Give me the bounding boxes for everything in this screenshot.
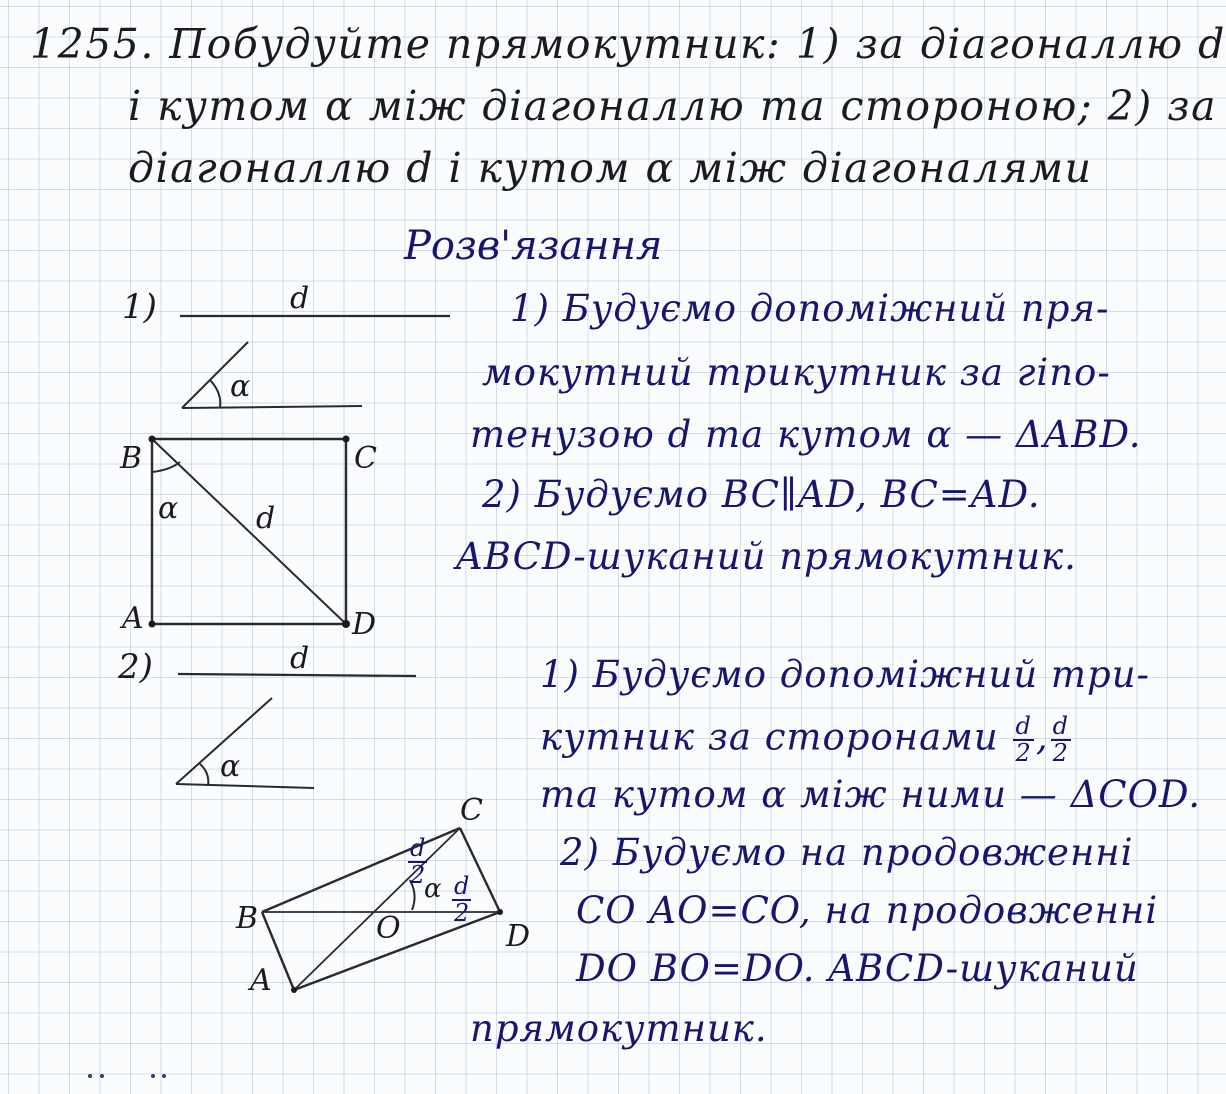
problem-text-1: Побудуйте прямокутник: 1) за діагоналлю d bbox=[169, 20, 1226, 68]
part1-diagonal-label: d bbox=[256, 501, 276, 536]
half-den-4: 2 bbox=[1052, 739, 1069, 768]
part2-angle-label: α bbox=[220, 749, 241, 784]
part2-step-line-1: 1) Будуємо допоміжний три- bbox=[540, 653, 1151, 696]
part1-step-line-4: 2) Будуємо BC∥AD, BC=AD. bbox=[482, 473, 1041, 516]
part1-step-line-1: 1) Будуємо допоміжний пря- bbox=[510, 287, 1110, 330]
part2-step-line-2-sep: , bbox=[1035, 715, 1049, 759]
part2-step-line-5: CO AO=CO, на продовженні bbox=[576, 889, 1159, 932]
vertex-B-1: B bbox=[120, 441, 143, 476]
solution-heading: Розв'язання bbox=[404, 223, 663, 269]
part2-step-line-2-text: кутник за сторонами bbox=[540, 715, 999, 759]
part2-step-line-3: та кутом α між ними — ΔCOD. bbox=[540, 773, 1202, 816]
part2-step-line-4: 2) Будуємо на продовженні bbox=[560, 831, 1134, 874]
part2-label: 2) bbox=[118, 647, 153, 687]
vertex-B-2: B bbox=[236, 901, 259, 936]
part1-step-line-3: тенузою d та кутом α — ΔABD. bbox=[470, 413, 1142, 456]
page-specks bbox=[88, 1074, 166, 1078]
part2-step-line-6: DO BO=DO. ABCD-шуканий bbox=[576, 947, 1139, 990]
part1-segment-label: d bbox=[290, 281, 310, 316]
half-den-3: 2 bbox=[1015, 739, 1032, 768]
part2-half-diagonal-label-1 bbox=[406, 836, 429, 888]
problem-line-3: діагоналлю d і кутом α між діагоналями bbox=[128, 144, 1093, 192]
half-den-2: 2 bbox=[454, 899, 470, 928]
part1-rectangle bbox=[152, 439, 346, 624]
vertex-D-2: D bbox=[506, 919, 531, 954]
half-den-1: 2 bbox=[410, 861, 426, 890]
problem-number: 1255. bbox=[30, 20, 155, 68]
problem-line-1 bbox=[30, 20, 1226, 68]
part1-inner-angle-label: α bbox=[158, 491, 179, 526]
half-num-1: d bbox=[410, 834, 426, 862]
vertex-O-2: O bbox=[376, 911, 401, 946]
half-num-3: d bbox=[1015, 712, 1032, 740]
half-num-4: d bbox=[1052, 712, 1069, 740]
half-num-2: d bbox=[454, 872, 470, 900]
part2-given-angle bbox=[176, 698, 314, 788]
vertex-A-2: A bbox=[250, 963, 272, 998]
part1-label: 1) bbox=[122, 287, 157, 327]
part2-segment-label: d bbox=[290, 641, 310, 676]
part1-step-line-5: ABCD-шуканий прямокутник. bbox=[456, 535, 1077, 578]
vertex-A-1: A bbox=[122, 601, 144, 636]
vertex-C-2: C bbox=[460, 793, 483, 828]
vertex-C-1: C bbox=[354, 441, 377, 476]
part1-angle-label: α bbox=[230, 369, 251, 404]
part1-given-angle bbox=[182, 342, 362, 408]
part2-half-diagonal-label-2 bbox=[450, 874, 473, 926]
part2-inner-angle-label: α bbox=[424, 874, 442, 904]
vertex-D-1: D bbox=[352, 607, 377, 642]
part2-step-line-7: прямокутник. bbox=[470, 1007, 768, 1050]
part1-step-line-2: мокутний трикутник за гіпо- bbox=[482, 351, 1111, 394]
problem-line-2: і кутом α між діагоналлю та стороною; 2) за bbox=[128, 82, 1218, 130]
part2-step-line-2 bbox=[540, 714, 1073, 766]
